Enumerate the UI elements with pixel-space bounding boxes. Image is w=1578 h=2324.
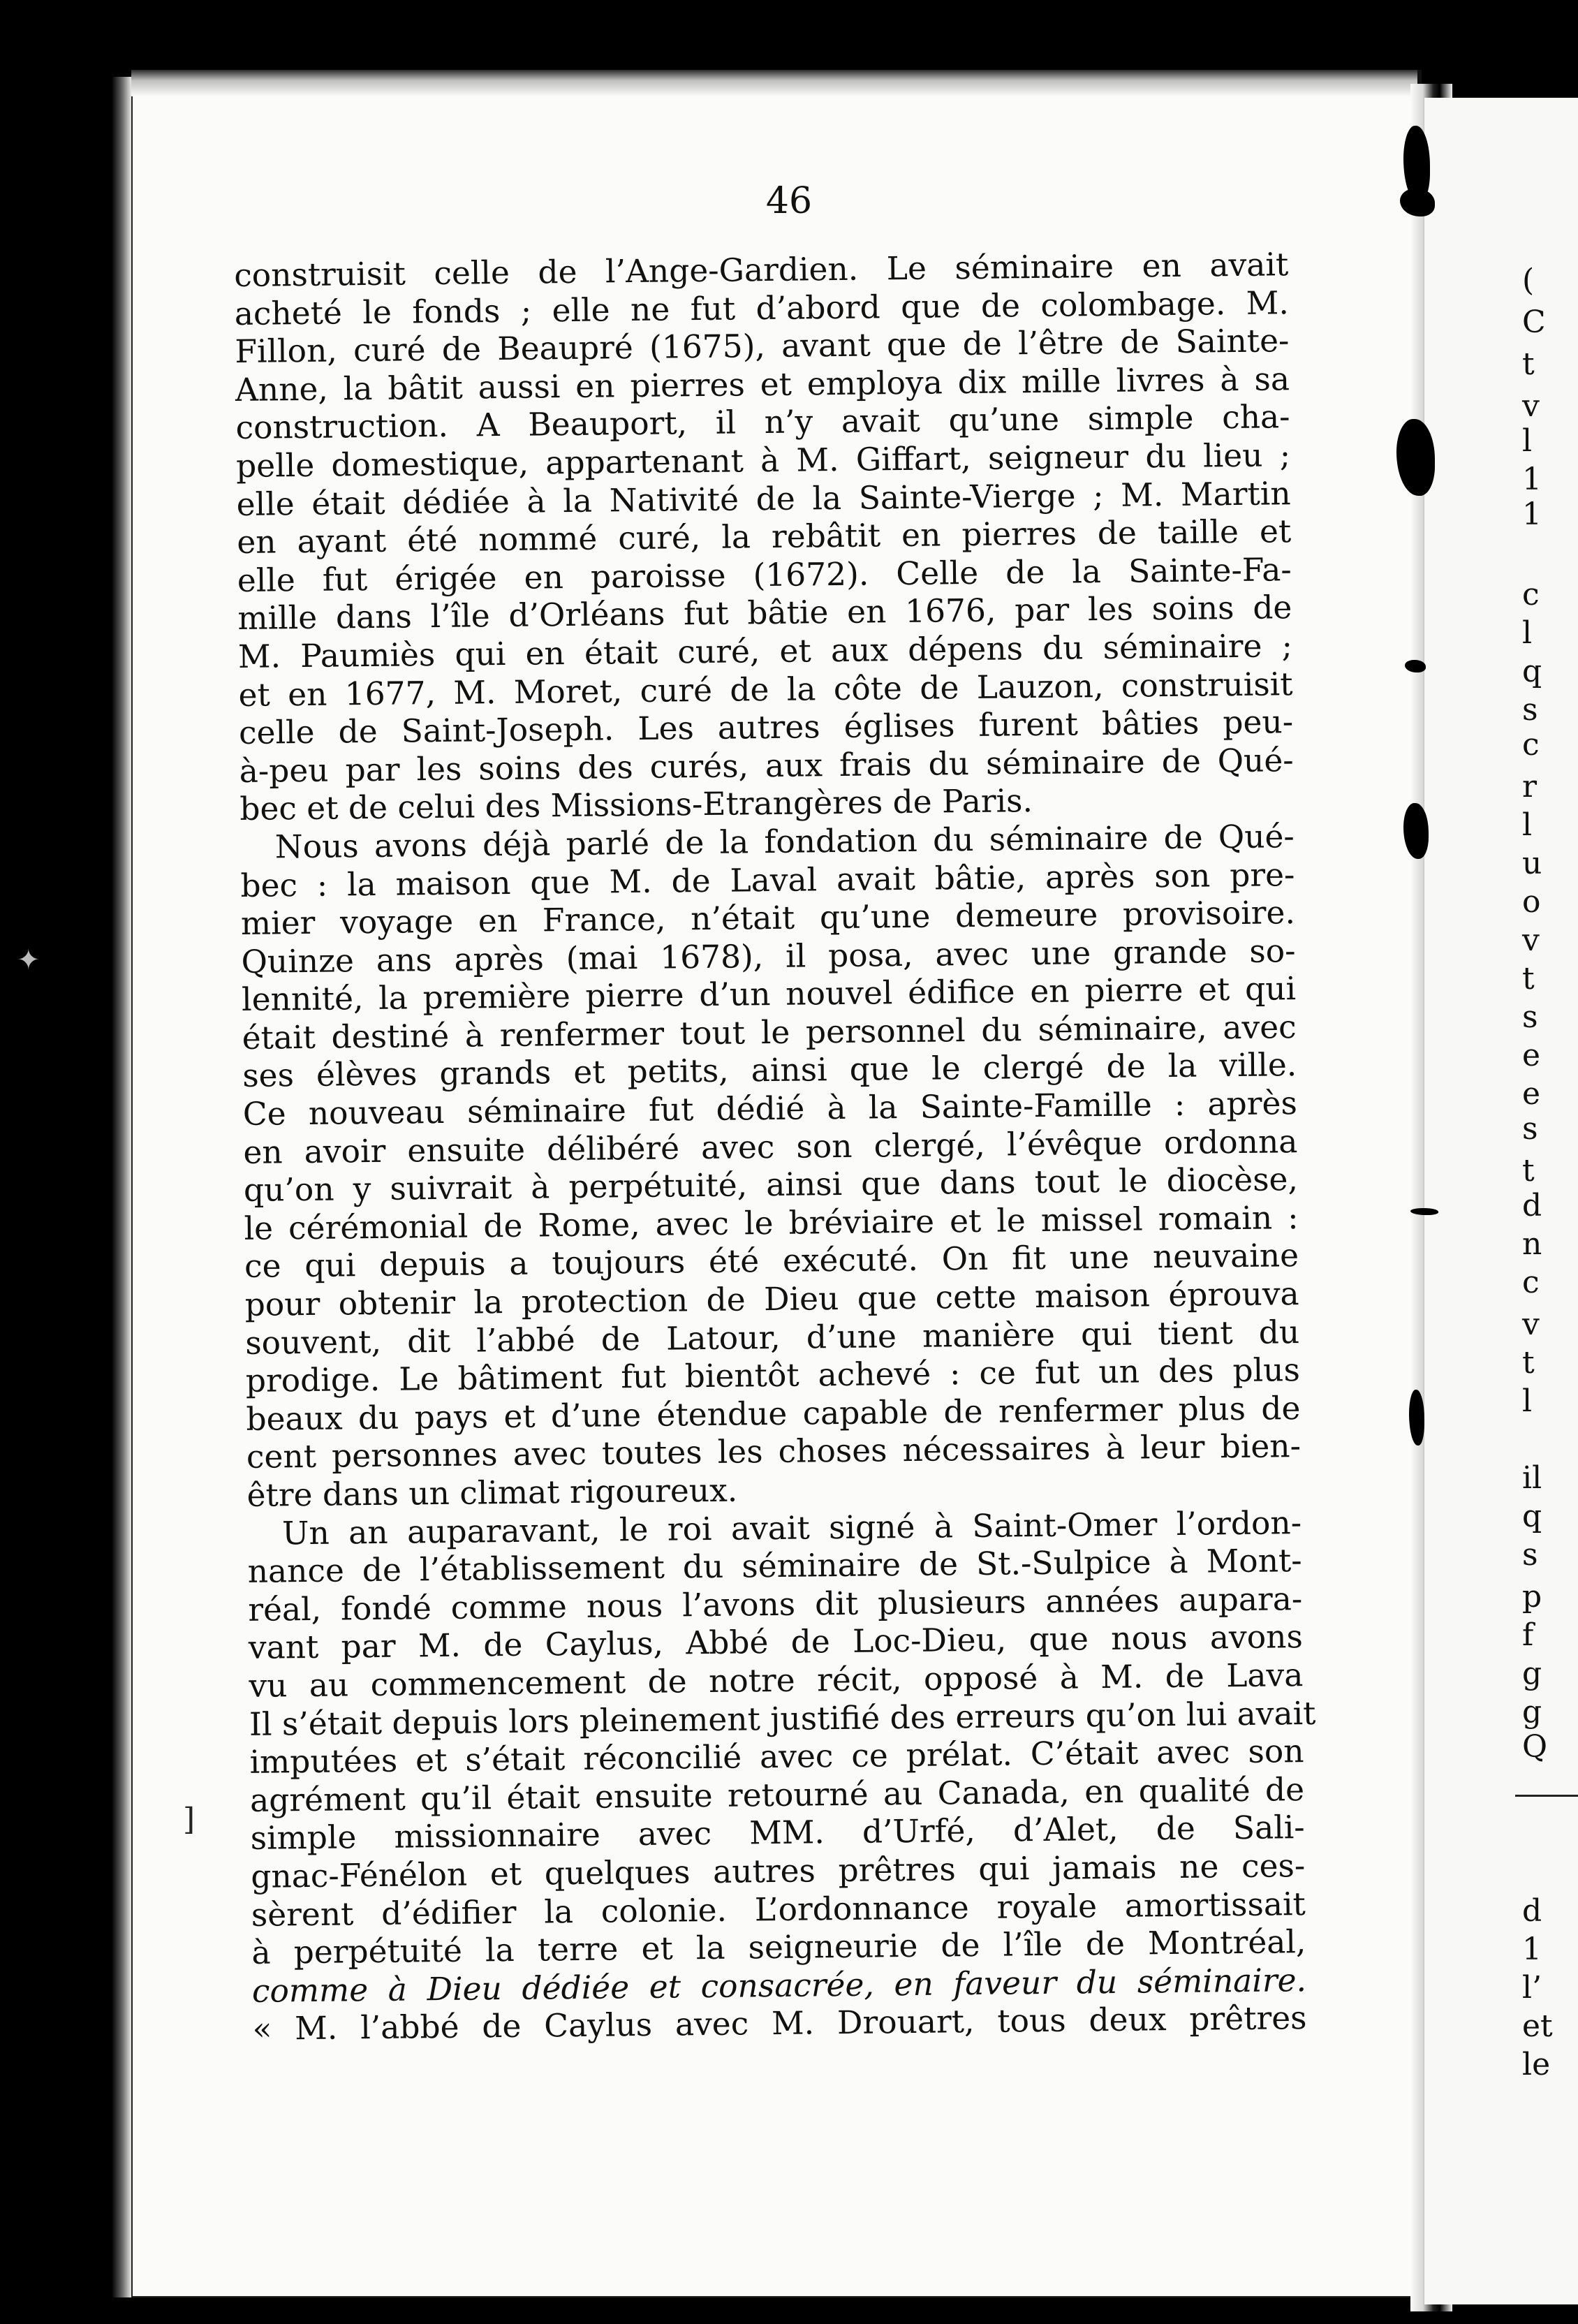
text-line: bec : la maison que M. de Laval avait bâtie, après son pre- <box>240 855 1295 904</box>
facing-page-letter: le <box>1522 2047 1551 2082</box>
facing-page-letter: q <box>1522 1499 1542 1534</box>
text-line: elle était dédiée à la Nativité de la Sainte-Vierge ; M. Martin <box>236 474 1291 523</box>
facing-page-letter: l <box>1522 1383 1533 1419</box>
facing-page-letter: l <box>1522 423 1533 459</box>
facing-page-letter: q <box>1522 654 1542 689</box>
text-line: Ce nouveau séminaire fut dédié à la Sainte-Famille : après <box>242 1084 1298 1133</box>
text-line: bec et de celui des Missions-Etrangères de Paris. <box>239 782 1033 828</box>
text-line: ses élèves grands et petits, ainsi que le clergé de la ville. <box>242 1046 1297 1095</box>
text-line: construction. A Beauport, il n’y avait qu’une simple cha- <box>235 398 1290 447</box>
facing-page-letter: 1 <box>1522 497 1542 532</box>
text-line: à-peu par les soins des curés, aux frais du séminaire de Qué- <box>239 741 1294 790</box>
facing-page-letter: c <box>1522 577 1540 612</box>
text-line: imputées et s’était réconcilié avec ce prélat. C’était avec son <box>249 1733 1304 1781</box>
facing-page-rule <box>1515 1795 1578 1797</box>
facing-page-letter: v <box>1522 922 1540 958</box>
facing-page-letter: t <box>1522 346 1535 382</box>
text-line: être dans un climat rigoureux. <box>246 1471 738 1514</box>
facing-page-letter: e <box>1522 1076 1541 1112</box>
facing-page-letter: et <box>1522 2008 1553 2044</box>
text-line: qu’on y suivrait à perpétuité, ainsi que dans tout le diocèse, <box>243 1161 1299 1209</box>
facing-page-letter: C <box>1522 304 1546 340</box>
facing-page-letter: t <box>1522 1345 1535 1381</box>
facing-page-letter: l <box>1522 807 1533 843</box>
text-line: mille dans l’île d’Orléans fut bâtie en 1676, par les soins de <box>237 589 1292 638</box>
text-line: acheté le fonds ; elle ne fut d’abord que de colombage. M. <box>234 284 1290 332</box>
text-line: construisit celle de l’Ange-Gardien. Le séminaire en avait <box>234 246 1289 294</box>
facing-page-letter: p <box>1522 1579 1542 1615</box>
text-line: elle fut érigée en paroisse (1672). Celle de la Sainte-Fa- <box>237 550 1292 599</box>
facing-page-letter: f <box>1522 1617 1534 1653</box>
text-line: Nous avons déjà parlé de la fondation du séminaire de Qué- <box>274 818 1295 866</box>
facing-page-letter: v <box>1522 1307 1540 1342</box>
text-line: prodige. Le bâtiment fut bientôt achevé : ce fut un des plus <box>245 1351 1301 1400</box>
facing-page-letter: d <box>1522 1188 1542 1223</box>
facing-page-letter: s <box>1522 1537 1538 1573</box>
text-line: vant par M. de Caylus, Abbé de Loc-Dieu, que nous avons <box>248 1618 1304 1667</box>
text-line: était destiné à renfermer tout le personnel du séminaire, avec <box>242 1008 1297 1057</box>
text-line: mier voyage en France, n’était qu’une demeure provisoire. <box>240 894 1296 943</box>
text-line: agrément qu’il était ensuite retourné au Canada, en qualité de <box>249 1770 1305 1819</box>
page-left-edge <box>112 77 133 2297</box>
text-line: cent personnes avec toutes les choses nécessaires à leur bien- <box>246 1427 1302 1476</box>
text-line: sèrent d’édifier la colonie. L’ordonnance royale amortissait <box>251 1885 1306 1934</box>
facing-page-letter: 1 <box>1522 1932 1542 1967</box>
facing-page-letter: s <box>1522 1111 1538 1147</box>
facing-page-letter: il <box>1522 1460 1542 1496</box>
text-line: pour obtenir la protection de Dieu que cette maison éprouva <box>244 1275 1299 1323</box>
facing-page-letter: r <box>1522 769 1538 804</box>
text-line: vu au commencement de notre récit, opposé à M. de Lava <box>249 1656 1304 1705</box>
facing-page-letter: v <box>1522 388 1540 424</box>
text-line: réal, fondé comme nous l’avons dit plusieurs années aupara- <box>248 1580 1303 1628</box>
facing-page-letter: g <box>1522 1656 1542 1691</box>
text-line: pelle domestique, appartenant à M. Giffart, seigneur du lieu ; <box>235 436 1291 485</box>
facing-page-letter: g <box>1522 1694 1542 1730</box>
page-number: 46 <box>765 180 813 222</box>
text-line: en avoir ensuite délibéré avec son clergé, l’évêque ordonna <box>243 1122 1298 1171</box>
text-line: celle de Saint-Joseph. Les autres églises furent bâties peu- <box>238 703 1294 752</box>
text-line: gnac-Fénélon et quelques autres prêtres qui jamais ne ces- <box>251 1846 1306 1895</box>
text-line: Un an auparavant, le roi avait signé à Saint-Omer l’ordon- <box>281 1503 1302 1552</box>
facing-page-letter: n <box>1522 1226 1542 1262</box>
facing-page-letter: l’ <box>1522 1970 1542 2006</box>
facing-page-letter: d <box>1522 1893 1542 1929</box>
facing-page-letter: t <box>1522 1153 1535 1189</box>
text-line: en ayant été nommé curé, la rebâtit en pierres de taille et <box>237 513 1292 561</box>
text-line: à perpétuité la terre et la seigneurie de l’île de Montréal, <box>251 1923 1306 1971</box>
ink-blot <box>1409 1390 1424 1446</box>
facing-page-letter: Q <box>1522 1729 1548 1765</box>
text-line: comme à Dieu dédiée et consacrée, en faveur du séminaire. <box>251 1961 1307 2010</box>
text-line: et en 1677, M. Moret, curé de la côte de Lauzon, construisit <box>238 665 1293 714</box>
facing-page-letter: 1 <box>1522 462 1542 497</box>
text-line: Anne, la bâtit aussi en pierres et employa dix mille livres à sa <box>235 360 1290 409</box>
text-line: Il s’était depuis lors pleinement justifié des erreurs qu’on lui avait <box>249 1694 1316 1743</box>
facing-page-letter: e <box>1522 1038 1541 1073</box>
facing-page-letter: c <box>1522 1265 1540 1300</box>
text-line: M. Paumiès qui en était curé, et aux dépens du séminaire ; <box>237 627 1293 675</box>
text-line: Quinze ans après (mai 1678), il posa, avec une grande so- <box>241 932 1296 980</box>
text-line: souvent, dit l’abbé de Latour, d’une manière qui tient du <box>245 1313 1300 1362</box>
text-line: « M. l’abbé de Caylus avec M. Drouart, tous deux prêtres <box>252 1999 1307 2048</box>
facing-page-letter: s <box>1522 692 1538 728</box>
facing-page-letter: ( <box>1522 263 1535 298</box>
facing-page-letter: u <box>1522 846 1542 881</box>
facing-page-letter: s <box>1522 999 1538 1035</box>
facing-page-letter: c <box>1522 727 1540 763</box>
facing-page-letter: l <box>1522 615 1533 651</box>
facing-page-letter: t <box>1522 961 1535 996</box>
facing-page-letter: o <box>1522 884 1541 920</box>
text-line: beaux du pays et d’une étendue capable de renfermer plus de <box>246 1389 1301 1438</box>
text-line: simple missionnaire avec MM. d’Urfé, d’Alet, de Sali- <box>250 1809 1305 1858</box>
text-line: le cérémonial de Rome, avec le bréviaire et le missel romain : <box>244 1198 1299 1247</box>
text-line: ce qui depuis a toujours été exécuté. On fit une neuvaine <box>244 1237 1299 1286</box>
margin-mark: ✦ <box>17 944 40 976</box>
text-line: Fillon, curé de Beaupré (1675), avant que de l’être de Sainte- <box>235 322 1290 371</box>
text-line: lennité, la première pierre d’un nouvel édifice en pierre et qui <box>241 970 1297 1019</box>
text-line: nance de l’établissement du séminaire de St.-Sulpice à Mont- <box>247 1542 1302 1591</box>
margin-bracket: ] <box>183 1802 196 1837</box>
body-text <box>234 246 1316 2049</box>
